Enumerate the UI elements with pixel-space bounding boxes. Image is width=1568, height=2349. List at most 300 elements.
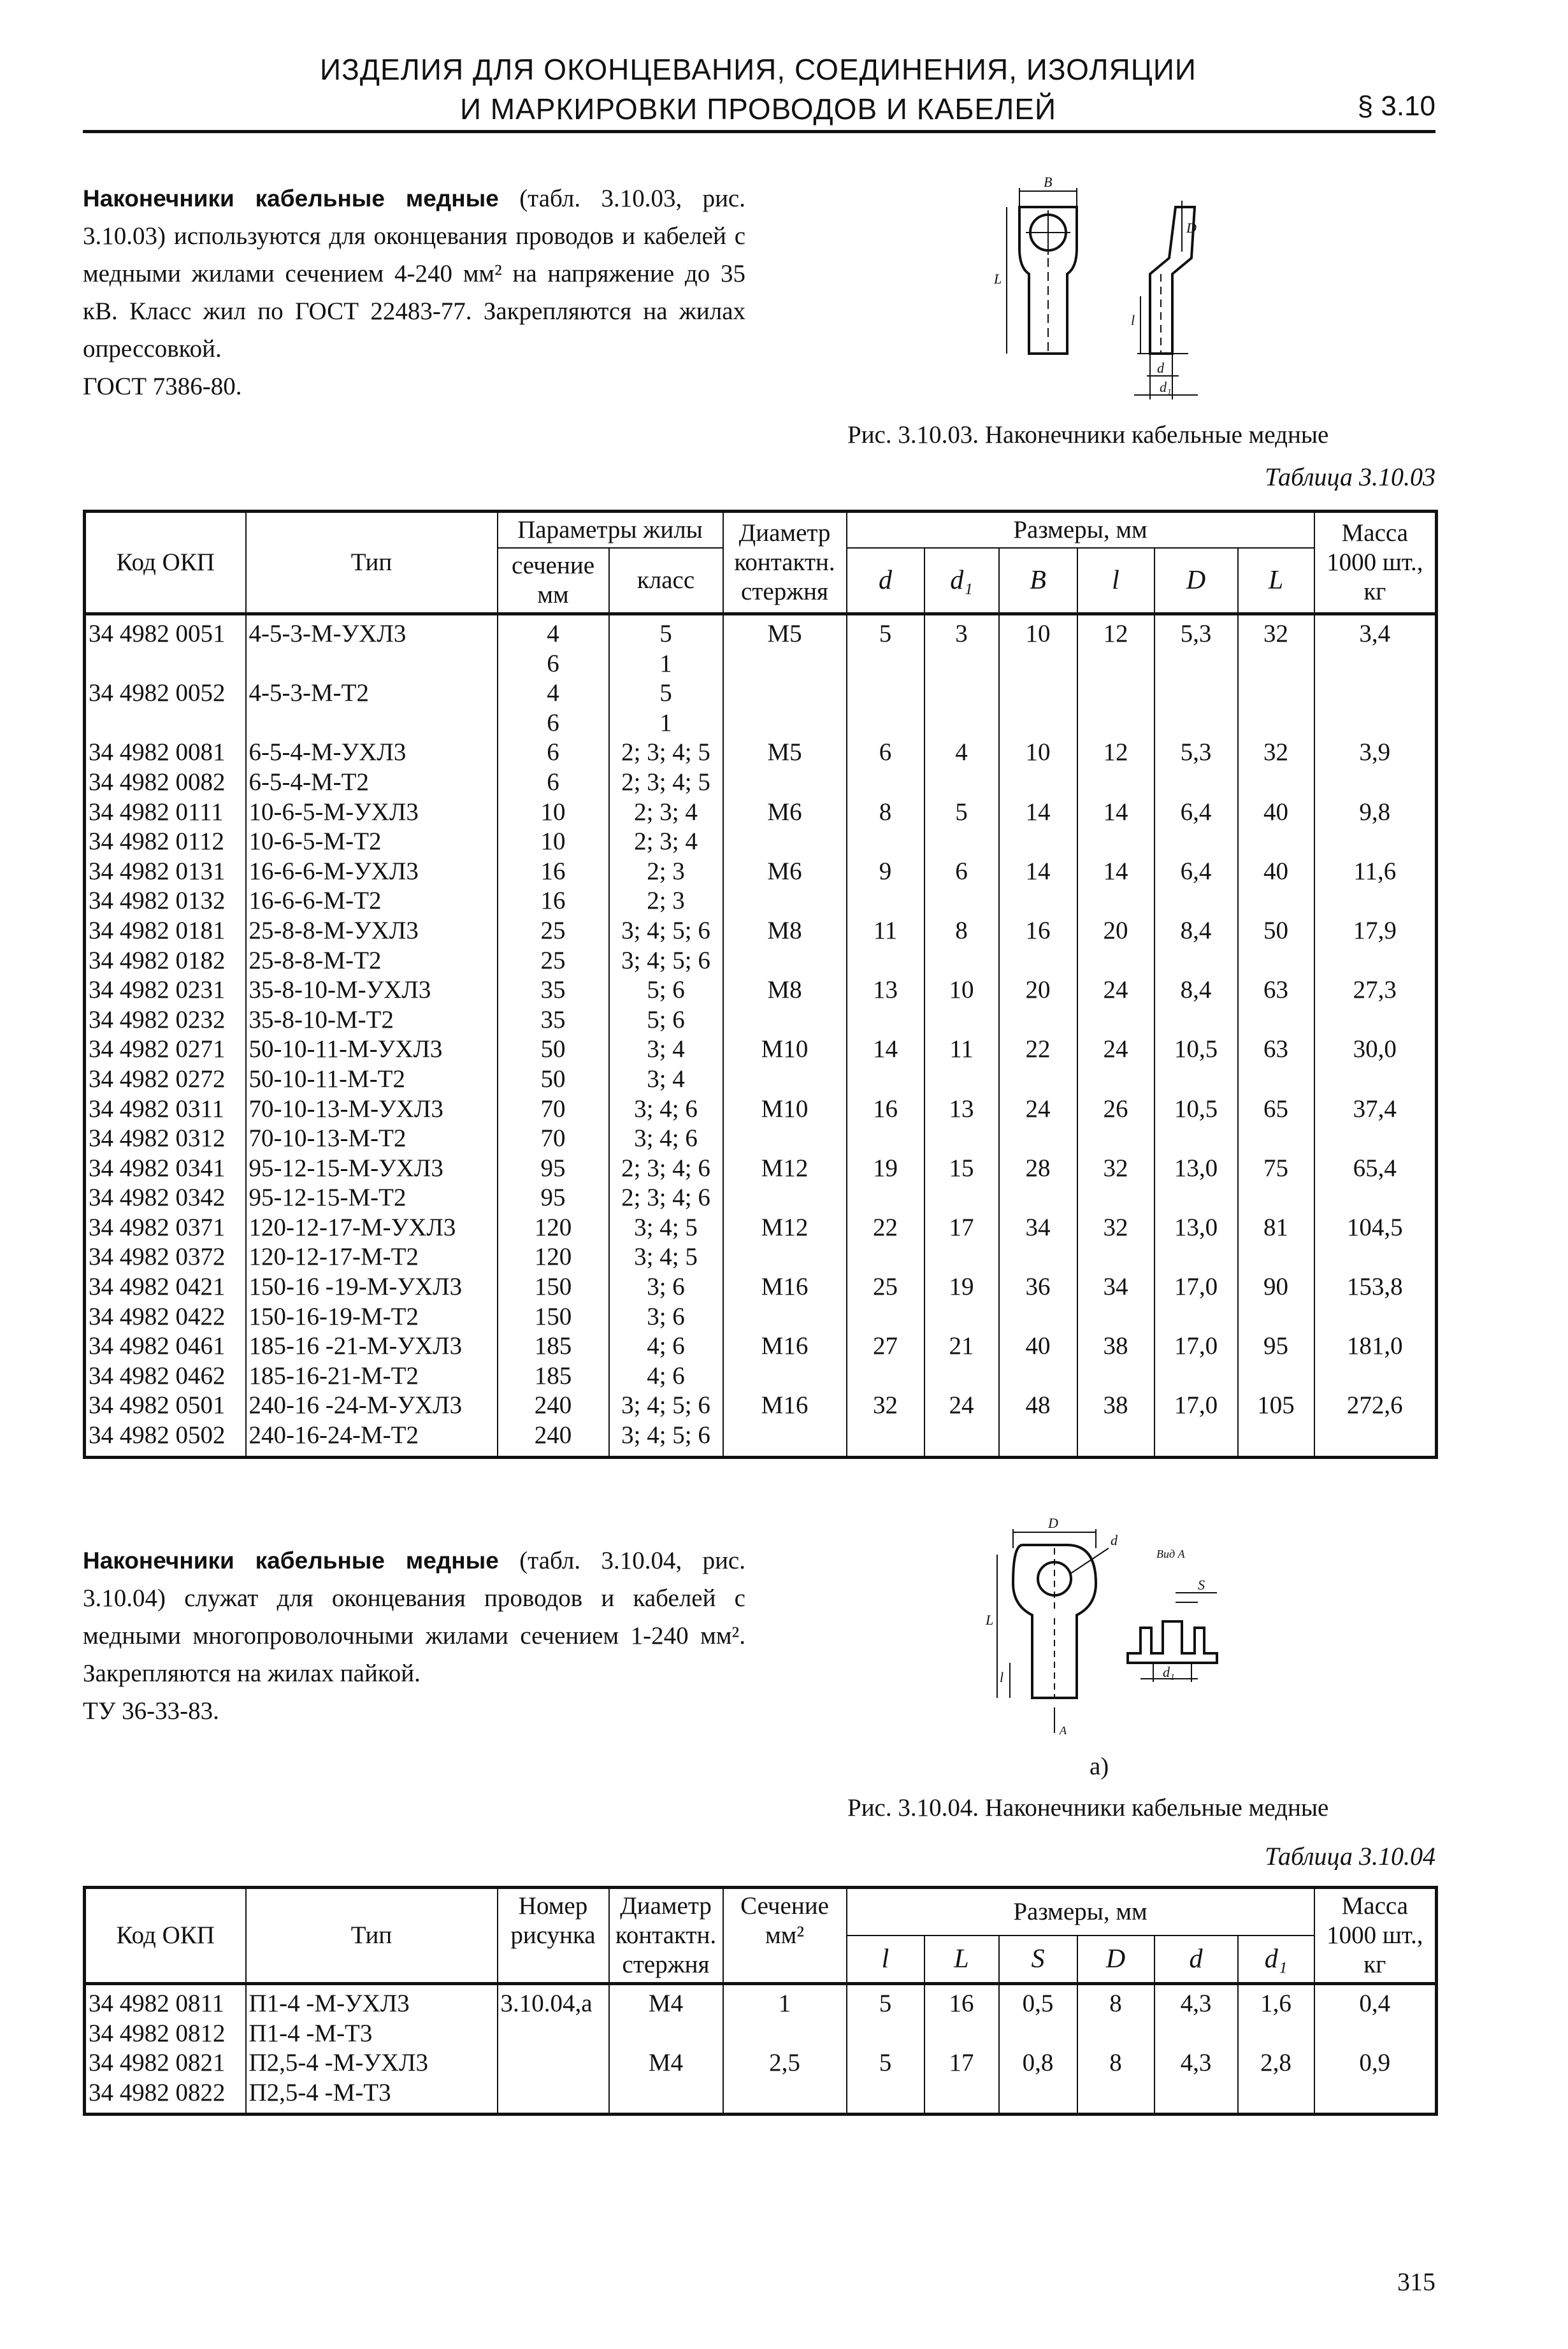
t1-cell-mass: 30,0 (1314, 1035, 1437, 1065)
t1-cell-B (999, 768, 1077, 798)
figure-3-10-03 (988, 162, 1255, 411)
t2-cell-l: 5 (847, 1984, 924, 2019)
t2-cell-mass (1314, 2078, 1437, 2115)
t1-cell-L: 105 (1238, 1391, 1314, 1421)
fig1-label-b: B (1044, 174, 1053, 190)
t2-header-d: d (1154, 1936, 1238, 1984)
t1-cell-l: 32 (1077, 1213, 1154, 1243)
t1-cell-code: 34 4982 0421 (85, 1272, 246, 1302)
t1-cell-D (1154, 827, 1238, 857)
t1-cell-type: 150-16 -19-М-УХЛ3 (246, 1272, 498, 1302)
t1-cell-type: 6-5-4-М-Т2 (246, 768, 498, 798)
table-row (85, 1391, 1437, 1421)
t1-cell-d: 11 (847, 916, 924, 946)
t1-cell-diam (723, 768, 847, 798)
t1-cell-section: 50 (498, 1065, 609, 1095)
t2-cell-D: 8 (1077, 2048, 1154, 2078)
t1-cell-class: 2; 3; 4 (609, 827, 723, 857)
t1-cell-d1: 3 (924, 614, 999, 649)
t1-cell-mass (1314, 1361, 1437, 1391)
t1-cell-type: 25-8-8-М-Т2 (246, 946, 498, 976)
t1-header-sizes: Размеры, мм (847, 512, 1314, 549)
t1-cell-diam (723, 827, 847, 857)
t1-cell-type: 6-5-4-М-УХЛ3 (246, 738, 498, 768)
t1-cell-section: 70 (498, 1095, 609, 1124)
t2-header-code: Код ОКП (85, 1888, 246, 1984)
t1-cell-l (1077, 946, 1154, 976)
t1-cell-d (847, 1242, 924, 1272)
fig1-label-d: d (1157, 360, 1164, 376)
t1-cell-section: 35 (498, 1005, 609, 1035)
t1-cell-l: 14 (1077, 798, 1154, 828)
t1-cell-mass (1314, 768, 1437, 798)
table-row (85, 1035, 1437, 1065)
t1-cell-d (847, 768, 924, 798)
t1-cell-section: 240 (498, 1421, 609, 1457)
t1-cell-d (847, 679, 924, 708)
t2-cell-d1: 2,8 (1238, 2048, 1314, 2078)
t1-cell-d: 5 (847, 614, 924, 649)
fig2-label-A: A (1060, 1724, 1067, 1737)
table-row (85, 1213, 1437, 1243)
t1-cell-mass (1314, 827, 1437, 857)
t1-cell-code: 34 4982 0051 (85, 614, 246, 649)
t1-cell-d: 22 (847, 1213, 924, 1243)
t1-cell-code: 34 4982 0131 (85, 857, 246, 887)
t1-cell-d1: 15 (924, 1154, 999, 1184)
t1-cell-section: 10 (498, 827, 609, 857)
t1-cell-mass: 11,6 (1314, 857, 1437, 887)
t2-cell-d: 4,3 (1154, 1984, 1238, 2019)
t1-cell-diam: М8 (723, 975, 847, 1005)
t1-cell-diam (723, 1183, 847, 1213)
t1-cell-d1: 4 (924, 738, 999, 768)
t1-cell-D: 10,5 (1154, 1035, 1238, 1065)
t1-cell-diam: М16 (723, 1332, 847, 1361)
t1-cell-B: 34 (999, 1213, 1077, 1243)
t1-cell-class: 5 (609, 614, 723, 649)
t2-cell-type: П1-4 -М-УХЛ3 (246, 1984, 498, 2019)
t1-cell-d (847, 827, 924, 857)
table-row (85, 827, 1437, 857)
t1-cell-mass (1314, 679, 1437, 708)
t1-cell-class: 5 (609, 679, 723, 708)
t1-cell-section: 95 (498, 1154, 609, 1184)
t2-cell-D (1077, 2078, 1154, 2115)
t2-header-mass: Масса 1000 шт., кг (1314, 1888, 1437, 1984)
table-3-10-04 (83, 1886, 1438, 2116)
table-3-10-03 (83, 510, 1438, 1459)
t2-header-sizes: Размеры, мм (847, 1888, 1314, 1936)
t1-cell-L (1238, 708, 1314, 738)
t1-cell-code: 34 4982 0501 (85, 1391, 246, 1421)
t1-cell-B (999, 1005, 1077, 1035)
t1-cell-mass (1314, 946, 1437, 976)
t1-cell-l: 14 (1077, 857, 1154, 887)
table-row (85, 1124, 1437, 1154)
t1-cell-l: 34 (1077, 1272, 1154, 1302)
t1-cell-D: 8,4 (1154, 975, 1238, 1005)
t1-cell-class: 3; 4; 6 (609, 1095, 723, 1124)
t2-cell-D: 8 (1077, 1984, 1154, 2019)
t1-cell-type (246, 649, 498, 679)
t1-cell-section: 25 (498, 916, 609, 946)
t1-cell-D: 5,3 (1154, 614, 1238, 649)
t1-cell-d (847, 1421, 924, 1457)
t1-cell-mass (1314, 649, 1437, 679)
t2-cell-L: 17 (924, 2048, 999, 2078)
t1-cell-class: 2; 3; 4; 6 (609, 1183, 723, 1213)
header-rule (83, 130, 1435, 133)
table-row (85, 649, 1437, 679)
t1-cell-diam: М16 (723, 1391, 847, 1421)
t1-cell-L: 90 (1238, 1272, 1314, 1302)
table-row (85, 1361, 1437, 1391)
t1-cell-code: 34 4982 0052 (85, 679, 246, 708)
t1-cell-section: 35 (498, 975, 609, 1005)
t1-cell-type: 95-12-15-М-УХЛ3 (246, 1154, 498, 1184)
t1-cell-code: 34 4982 0502 (85, 1421, 246, 1457)
t1-cell-l (1077, 1183, 1154, 1213)
t2-cell-l (847, 2078, 924, 2115)
figure-3-10-04 (984, 1510, 1277, 1765)
t1-cell-section: 25 (498, 946, 609, 976)
t1-cell-section: 6 (498, 708, 609, 738)
t1-cell-diam (723, 1242, 847, 1272)
t2-cell-mass (1314, 2019, 1437, 2049)
t1-cell-B: 22 (999, 1035, 1077, 1065)
t1-cell-B (999, 1242, 1077, 1272)
t1-cell-D (1154, 946, 1238, 976)
t1-cell-D (1154, 768, 1238, 798)
t1-cell-diam (723, 1005, 847, 1035)
t1-cell-code: 34 4982 0271 (85, 1035, 246, 1065)
table-row (85, 886, 1437, 916)
t1-cell-D (1154, 1361, 1238, 1391)
t1-cell-section: 120 (498, 1213, 609, 1243)
t1-cell-class: 4; 6 (609, 1332, 723, 1361)
section1-title: Наконечники кабельные медные (83, 185, 499, 212)
t1-cell-l (1077, 1302, 1154, 1332)
t1-cell-class: 3; 4; 5; 6 (609, 1421, 723, 1457)
t1-cell-section: 120 (498, 1242, 609, 1272)
t1-header-class: класс (609, 548, 723, 614)
t1-cell-B (999, 679, 1077, 708)
t2-cell-section (723, 2078, 847, 2115)
t1-cell-code: 34 4982 0111 (85, 798, 246, 828)
figure-3-10-04-sublabel: а) (1090, 1753, 1109, 1780)
fig1-label-l: l (1131, 312, 1135, 328)
t1-cell-type: 120-12-17-М-УХЛ3 (246, 1213, 498, 1243)
t1-cell-L (1238, 1124, 1314, 1154)
t1-cell-l: 12 (1077, 614, 1154, 649)
t1-header-d1: d₁ (924, 548, 999, 614)
t1-cell-L (1238, 768, 1314, 798)
t1-cell-mass (1314, 708, 1437, 738)
fig2-label-D: D (1048, 1515, 1058, 1531)
t1-cell-diam (723, 1421, 847, 1457)
t1-cell-L: 81 (1238, 1213, 1314, 1243)
t1-cell-type: 95-12-15-М-Т2 (246, 1183, 498, 1213)
t1-cell-B (999, 1183, 1077, 1213)
t1-cell-type: 16-6-6-М-УХЛ3 (246, 857, 498, 887)
t1-cell-code: 34 4982 0461 (85, 1332, 246, 1361)
t1-cell-d1 (924, 827, 999, 857)
t1-cell-diam (723, 649, 847, 679)
t1-cell-B: 48 (999, 1391, 1077, 1421)
t1-cell-d: 27 (847, 1332, 924, 1361)
table-row (85, 1183, 1437, 1213)
table-row (85, 2078, 1437, 2115)
table-row (85, 1065, 1437, 1095)
t1-cell-l: 38 (1077, 1332, 1154, 1361)
t1-cell-code: 34 4982 0311 (85, 1095, 246, 1124)
t1-cell-code: 34 4982 0462 (85, 1361, 246, 1391)
t2-cell-d1: 1,6 (1238, 1984, 1314, 2019)
t1-cell-l (1077, 886, 1154, 916)
t1-cell-L (1238, 649, 1314, 679)
t1-cell-section: 6 (498, 649, 609, 679)
t1-cell-mass (1314, 1302, 1437, 1332)
t1-cell-L: 63 (1238, 1035, 1314, 1065)
t1-cell-class: 4; 6 (609, 1361, 723, 1391)
t1-cell-diam (723, 886, 847, 916)
t1-cell-mass (1314, 1065, 1437, 1095)
t2-header-diameter: Диаметр контактн. стержня (609, 1888, 723, 1984)
t1-cell-mass (1314, 1005, 1437, 1035)
t2-cell-d (1154, 2019, 1238, 2049)
t1-cell-d1: 5 (924, 798, 999, 828)
t1-cell-d1: 21 (924, 1332, 999, 1361)
t1-cell-class: 2; 3; 4; 6 (609, 1154, 723, 1184)
t1-cell-type: 50-10-11-М-Т2 (246, 1065, 498, 1095)
t1-cell-mass: 37,4 (1314, 1095, 1437, 1124)
t1-cell-B (999, 649, 1077, 679)
t1-cell-class: 3; 4 (609, 1035, 723, 1065)
t1-cell-mass: 27,3 (1314, 975, 1437, 1005)
t1-cell-class: 3; 6 (609, 1302, 723, 1332)
t1-cell-B: 10 (999, 738, 1077, 768)
t1-cell-D (1154, 679, 1238, 708)
section2-text: (табл. 3.10.04, рис. 3.10.04) служат для оконцевания проводов и кабелей с медными многопроволочными жилами сечением 1-240 мм². Закрепляются на жилах пайкой. (83, 1547, 745, 1687)
t2-cell-section (723, 2019, 847, 2049)
t1-cell-D (1154, 1183, 1238, 1213)
running-header (242, 50, 1274, 129)
t1-cell-l (1077, 1065, 1154, 1095)
t1-cell-class: 2; 3 (609, 886, 723, 916)
t1-cell-code (85, 649, 246, 679)
t1-cell-B: 16 (999, 916, 1077, 946)
section2-standard: ТУ 36-33-83. (83, 1697, 219, 1725)
t1-cell-section: 70 (498, 1124, 609, 1154)
t1-cell-D: 8,4 (1154, 916, 1238, 946)
fig1-label-D: D (1186, 220, 1197, 236)
t2-cell-S: 0,5 (999, 1984, 1077, 2019)
t1-cell-code: 34 4982 0342 (85, 1183, 246, 1213)
t1-cell-B: 10 (999, 614, 1077, 649)
t1-cell-d (847, 1065, 924, 1095)
t1-cell-code: 34 4982 0082 (85, 768, 246, 798)
t1-cell-class: 1 (609, 708, 723, 738)
t1-header-L: L (1238, 548, 1314, 614)
t1-header-section: сечение мм (498, 548, 609, 614)
t1-cell-l (1077, 708, 1154, 738)
t1-cell-B (999, 1302, 1077, 1332)
t1-cell-type: 240-16 -24-М-УХЛ3 (246, 1391, 498, 1421)
t1-cell-D (1154, 1421, 1238, 1457)
t1-cell-d1 (924, 708, 999, 738)
t2-cell-figure (498, 2019, 609, 2049)
t1-header-mass: Масса 1000 шт., кг (1314, 512, 1437, 614)
t1-cell-d1: 10 (924, 975, 999, 1005)
page-number: 315 (1397, 2267, 1435, 2296)
t1-cell-diam: М10 (723, 1035, 847, 1065)
t1-cell-L: 32 (1238, 614, 1314, 649)
t1-cell-section: 150 (498, 1272, 609, 1302)
t1-cell-class: 2; 3; 4; 5 (609, 738, 723, 768)
t1-cell-section: 16 (498, 857, 609, 887)
t1-cell-l (1077, 679, 1154, 708)
t1-header-diameter: Диаметр контактн. стержня (723, 512, 847, 614)
t2-cell-type: П2,5-4 -М-УХЛ3 (246, 2048, 498, 2078)
t1-cell-d: 8 (847, 798, 924, 828)
t1-cell-class: 3; 4; 5; 6 (609, 946, 723, 976)
t1-cell-code: 34 4982 0181 (85, 916, 246, 946)
t1-header-core-params: Параметры жилы (498, 512, 723, 549)
t1-cell-L: 40 (1238, 857, 1314, 887)
t2-cell-figure (498, 2078, 609, 2115)
t1-cell-code: 34 4982 0371 (85, 1213, 246, 1243)
t1-cell-D (1154, 649, 1238, 679)
t1-cell-mass: 181,0 (1314, 1332, 1437, 1361)
t1-cell-l (1077, 827, 1154, 857)
t1-cell-d1: 24 (924, 1391, 999, 1421)
t1-cell-l (1077, 1124, 1154, 1154)
t1-cell-L (1238, 886, 1314, 916)
section2-paragraph (83, 1542, 745, 1730)
t1-cell-d1 (924, 1065, 999, 1095)
t1-cell-d (847, 1302, 924, 1332)
table-3-10-04-caption: Таблица 3.10.04 (1265, 1842, 1435, 1871)
t1-cell-d (847, 649, 924, 679)
t2-cell-diam: М4 (609, 1984, 723, 2019)
t2-header-L: L (924, 1936, 999, 1984)
t1-cell-B: 14 (999, 857, 1077, 887)
t1-cell-D (1154, 1005, 1238, 1035)
section1-paragraph (83, 180, 745, 405)
t1-cell-L (1238, 1005, 1314, 1035)
t1-cell-diam (723, 946, 847, 976)
t2-cell-S (999, 2078, 1077, 2115)
t1-cell-D: 6,4 (1154, 857, 1238, 887)
t1-cell-d (847, 886, 924, 916)
section1-standard: ГОСТ 7386-80. (83, 373, 242, 400)
t1-cell-d: 13 (847, 975, 924, 1005)
fig1-label-L: L (994, 271, 1002, 287)
t1-cell-class: 3; 4; 6 (609, 1124, 723, 1154)
t1-cell-diam (723, 1361, 847, 1391)
fig2-label-L: L (986, 1612, 994, 1628)
t1-cell-class: 3; 4; 5 (609, 1213, 723, 1243)
t1-cell-class: 2; 3; 4; 5 (609, 768, 723, 798)
t1-cell-mass: 3,9 (1314, 738, 1437, 768)
t1-cell-section: 150 (498, 1302, 609, 1332)
t1-cell-code: 34 4982 0132 (85, 886, 246, 916)
t1-cell-B (999, 827, 1077, 857)
t1-cell-type: 4-5-3-М-Т2 (246, 679, 498, 708)
t1-cell-diam (723, 1065, 847, 1095)
t2-cell-code: 34 4982 0812 (85, 2019, 246, 2049)
t1-cell-class: 3; 4; 5 (609, 1242, 723, 1272)
t1-cell-L: 95 (1238, 1332, 1314, 1361)
table-row (85, 708, 1437, 738)
fig2-label-view: Вид А (1156, 1548, 1185, 1560)
t1-cell-section: 16 (498, 886, 609, 916)
t1-cell-code: 34 4982 0112 (85, 827, 246, 857)
t2-header-S: S (999, 1936, 1077, 1984)
t1-cell-D: 17,0 (1154, 1272, 1238, 1302)
t1-cell-L (1238, 946, 1314, 976)
t2-cell-type: П2,5-4 -М-Т3 (246, 2078, 498, 2115)
header-line-2: И МАРКИРОВКИ ПРОВОДОВ И КАБЕЛЕЙ (459, 92, 1057, 126)
table-row (85, 2019, 1437, 2049)
t1-header-code: Код ОКП (85, 512, 246, 614)
t1-cell-D: 10,5 (1154, 1095, 1238, 1124)
t1-cell-B (999, 946, 1077, 976)
t1-cell-mass (1314, 1421, 1437, 1457)
t2-cell-section: 1 (723, 1984, 847, 2019)
t2-cell-figure: 3.10.04,а (498, 1984, 609, 2019)
t2-cell-mass: 0,9 (1314, 2048, 1437, 2078)
t1-cell-B (999, 1124, 1077, 1154)
t1-cell-l (1077, 1242, 1154, 1272)
t1-cell-d (847, 1183, 924, 1213)
section-number: § 3.10 (1357, 90, 1435, 122)
t1-cell-mass: 3,4 (1314, 614, 1437, 649)
t1-cell-diam: М12 (723, 1213, 847, 1243)
t1-cell-mass (1314, 1183, 1437, 1213)
t1-cell-d (847, 1005, 924, 1035)
t1-cell-type: 25-8-8-М-УХЛ3 (246, 916, 498, 946)
t1-cell-diam (723, 708, 847, 738)
table-row (85, 738, 1437, 768)
t1-cell-d1 (924, 1183, 999, 1213)
t1-cell-L: 75 (1238, 1154, 1314, 1184)
t1-cell-code: 34 4982 0372 (85, 1242, 246, 1272)
t1-cell-l: 24 (1077, 975, 1154, 1005)
table-row (85, 1272, 1437, 1302)
t1-cell-L (1238, 1183, 1314, 1213)
t1-cell-L (1238, 1065, 1314, 1095)
t1-cell-d (847, 1361, 924, 1391)
t2-cell-diam (609, 2078, 723, 2115)
t2-header-type: Тип (246, 1888, 498, 1984)
t1-cell-mass (1314, 1124, 1437, 1154)
t1-cell-l (1077, 1005, 1154, 1035)
t1-header-d: d (847, 548, 924, 614)
t1-cell-code: 34 4982 0312 (85, 1124, 246, 1154)
t2-cell-code: 34 4982 0821 (85, 2048, 246, 2078)
t1-cell-d1: 17 (924, 1213, 999, 1243)
t1-header-l: l (1077, 548, 1154, 614)
t1-cell-D (1154, 1302, 1238, 1332)
t2-cell-d: 4,3 (1154, 2048, 1238, 2078)
t1-cell-type: 240-16-24-М-Т2 (246, 1421, 498, 1457)
t1-cell-mass: 17,9 (1314, 916, 1437, 946)
t1-cell-mass: 9,8 (1314, 798, 1437, 828)
t1-header-type: Тип (246, 512, 498, 614)
t1-cell-code: 34 4982 0182 (85, 946, 246, 976)
